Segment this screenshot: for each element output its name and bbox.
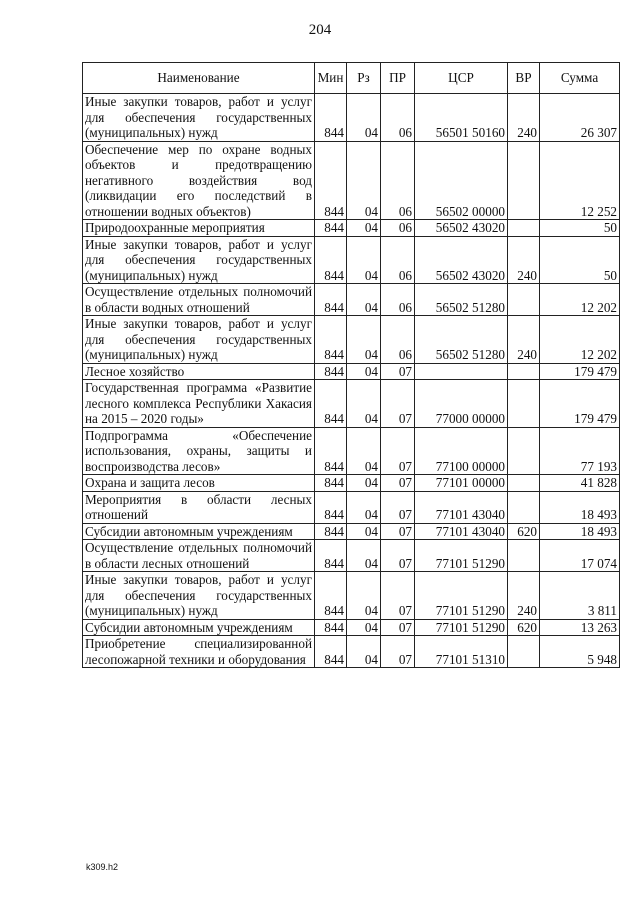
cell-csr: 77101 51290 — [415, 540, 508, 572]
cell-name: Иные закупки товаров, работ и услуг для обеспечения государственных (муниципальных) нужд — [83, 94, 315, 142]
cell-rz: 04 — [347, 141, 381, 220]
cell-sum: 12 202 — [540, 316, 620, 364]
cell-vr — [508, 220, 540, 237]
cell-csr: 56502 43020 — [415, 236, 508, 284]
table-row — [83, 475, 620, 492]
cell-vr — [508, 636, 540, 668]
cell-pr: 06 — [381, 220, 415, 237]
cell-rz: 04 — [347, 220, 381, 237]
cell-sum: 12 202 — [540, 284, 620, 316]
cell-rz: 04 — [347, 427, 381, 475]
cell-min: 844 — [315, 380, 347, 428]
cell-csr: 56502 43020 — [415, 220, 508, 237]
cell-sum: 12 252 — [540, 141, 620, 220]
cell-rz: 04 — [347, 523, 381, 540]
cell-sum: 26 307 — [540, 94, 620, 142]
cell-vr — [508, 380, 540, 428]
cell-rz: 04 — [347, 540, 381, 572]
cell-vr — [508, 475, 540, 492]
cell-csr: 56501 50160 — [415, 94, 508, 142]
cell-vr — [508, 540, 540, 572]
budget-table — [82, 62, 620, 668]
cell-rz: 04 — [347, 619, 381, 636]
cell-rz: 04 — [347, 94, 381, 142]
cell-csr: 77000 00000 — [415, 380, 508, 428]
table-row — [83, 220, 620, 237]
cell-name: Субсидии автономным учреждениям — [83, 523, 315, 540]
cell-sum: 13 263 — [540, 619, 620, 636]
table-row — [83, 619, 620, 636]
cell-vr: 620 — [508, 619, 540, 636]
header-vr: ВР — [508, 63, 540, 94]
header-csr: ЦСР — [415, 63, 508, 94]
cell-vr — [508, 284, 540, 316]
cell-name: Природоохранные мероприятия — [83, 220, 315, 237]
cell-pr: 06 — [381, 236, 415, 284]
cell-rz: 04 — [347, 572, 381, 620]
cell-min: 844 — [315, 619, 347, 636]
cell-min: 844 — [315, 523, 347, 540]
cell-csr: 77101 43040 — [415, 491, 508, 523]
cell-vr: 240 — [508, 94, 540, 142]
header-min: Мин — [315, 63, 347, 94]
cell-min: 844 — [315, 141, 347, 220]
cell-pr: 07 — [381, 427, 415, 475]
cell-sum: 17 074 — [540, 540, 620, 572]
table-row — [83, 284, 620, 316]
cell-name: Лесное хозяйство — [83, 363, 315, 380]
table-row — [83, 636, 620, 668]
cell-name: Иные закупки товаров, работ и услуг для обеспечения государственных (муниципальных) нужд — [83, 236, 315, 284]
table-row — [83, 363, 620, 380]
footer-code: k309.h2 — [86, 862, 119, 872]
header-pr: ПР — [381, 63, 415, 94]
cell-pr: 07 — [381, 572, 415, 620]
cell-pr: 07 — [381, 491, 415, 523]
cell-name: Охрана и защита лесов — [83, 475, 315, 492]
cell-pr: 07 — [381, 363, 415, 380]
cell-name: Приобретение специализированной лесопожарной техники и оборудования — [83, 636, 315, 668]
cell-name: Иные закупки товаров, работ и услуг для обеспечения государственных (муниципальных) нужд — [83, 572, 315, 620]
table-row — [83, 427, 620, 475]
cell-pr: 07 — [381, 523, 415, 540]
table-row — [83, 141, 620, 220]
cell-rz: 04 — [347, 636, 381, 668]
cell-name: Обеспечение мер по охране водных объектов и предотвращению негативного воздействия вод (ликвидации его последствий в отношении водных объектов) — [83, 141, 315, 220]
table-row — [83, 491, 620, 523]
cell-csr: 77101 51310 — [415, 636, 508, 668]
cell-sum: 18 493 — [540, 491, 620, 523]
table-header-row — [83, 63, 620, 94]
table-row — [83, 236, 620, 284]
cell-min: 844 — [315, 316, 347, 364]
page-number: 204 — [308, 22, 332, 38]
cell-csr: 56502 51280 — [415, 284, 508, 316]
cell-min: 844 — [315, 475, 347, 492]
cell-min: 844 — [315, 236, 347, 284]
cell-csr: 77101 51290 — [415, 572, 508, 620]
cell-sum: 18 493 — [540, 523, 620, 540]
cell-csr: 77101 00000 — [415, 475, 508, 492]
cell-pr: 07 — [381, 540, 415, 572]
cell-rz: 04 — [347, 491, 381, 523]
cell-name: Осуществление отдельных полномочий в области лесных отношений — [83, 540, 315, 572]
cell-sum: 3 811 — [540, 572, 620, 620]
header-sum: Сумма — [540, 63, 620, 94]
table-row — [83, 523, 620, 540]
cell-min: 844 — [315, 540, 347, 572]
cell-pr: 06 — [381, 141, 415, 220]
cell-vr: 240 — [508, 236, 540, 284]
cell-pr: 07 — [381, 636, 415, 668]
cell-rz: 04 — [347, 236, 381, 284]
cell-pr: 06 — [381, 94, 415, 142]
cell-name: Государственная программа «Развитие лесного комплекса Республики Хакасия на 2015 – 2020 годы» — [83, 380, 315, 428]
cell-vr: 620 — [508, 523, 540, 540]
cell-vr — [508, 427, 540, 475]
cell-sum: 50 — [540, 236, 620, 284]
cell-name: Подпрограмма «Обеспечение использования, охраны, защиты и воспроизводства лесов» — [83, 427, 315, 475]
cell-name: Осуществление отдельных полномочий в области водных отношений — [83, 284, 315, 316]
cell-min: 844 — [315, 572, 347, 620]
cell-min: 844 — [315, 491, 347, 523]
cell-vr — [508, 491, 540, 523]
table-row — [83, 316, 620, 364]
cell-rz: 04 — [347, 316, 381, 364]
cell-csr — [415, 363, 508, 380]
cell-pr: 07 — [381, 380, 415, 428]
cell-csr: 77100 00000 — [415, 427, 508, 475]
cell-name: Субсидии автономным учреждениям — [83, 619, 315, 636]
header-name: Наименование — [83, 63, 315, 94]
cell-csr: 56502 00000 — [415, 141, 508, 220]
cell-sum: 50 — [540, 220, 620, 237]
cell-csr: 77101 51290 — [415, 619, 508, 636]
cell-sum: 77 193 — [540, 427, 620, 475]
cell-sum: 179 479 — [540, 363, 620, 380]
table-row — [83, 540, 620, 572]
cell-sum: 179 479 — [540, 380, 620, 428]
cell-min: 844 — [315, 94, 347, 142]
header-rz: Рз — [347, 63, 381, 94]
cell-vr: 240 — [508, 572, 540, 620]
cell-min: 844 — [315, 363, 347, 380]
cell-vr — [508, 363, 540, 380]
cell-rz: 04 — [347, 363, 381, 380]
cell-name: Мероприятия в области лесных отношений — [83, 491, 315, 523]
cell-min: 844 — [315, 636, 347, 668]
cell-min: 844 — [315, 427, 347, 475]
cell-vr — [508, 141, 540, 220]
table-row — [83, 380, 620, 428]
cell-rz: 04 — [347, 284, 381, 316]
cell-min: 844 — [315, 220, 347, 237]
cell-vr: 240 — [508, 316, 540, 364]
cell-csr: 56502 51280 — [415, 316, 508, 364]
cell-sum: 41 828 — [540, 475, 620, 492]
table-row — [83, 572, 620, 620]
cell-rz: 04 — [347, 475, 381, 492]
cell-sum: 5 948 — [540, 636, 620, 668]
cell-name: Иные закупки товаров, работ и услуг для обеспечения государственных (муниципальных) нужд — [83, 316, 315, 364]
cell-min: 844 — [315, 284, 347, 316]
cell-csr: 77101 43040 — [415, 523, 508, 540]
cell-rz: 04 — [347, 380, 381, 428]
cell-pr: 06 — [381, 316, 415, 364]
cell-pr: 06 — [381, 284, 415, 316]
cell-pr: 07 — [381, 475, 415, 492]
table-row — [83, 94, 620, 142]
cell-pr: 07 — [381, 619, 415, 636]
